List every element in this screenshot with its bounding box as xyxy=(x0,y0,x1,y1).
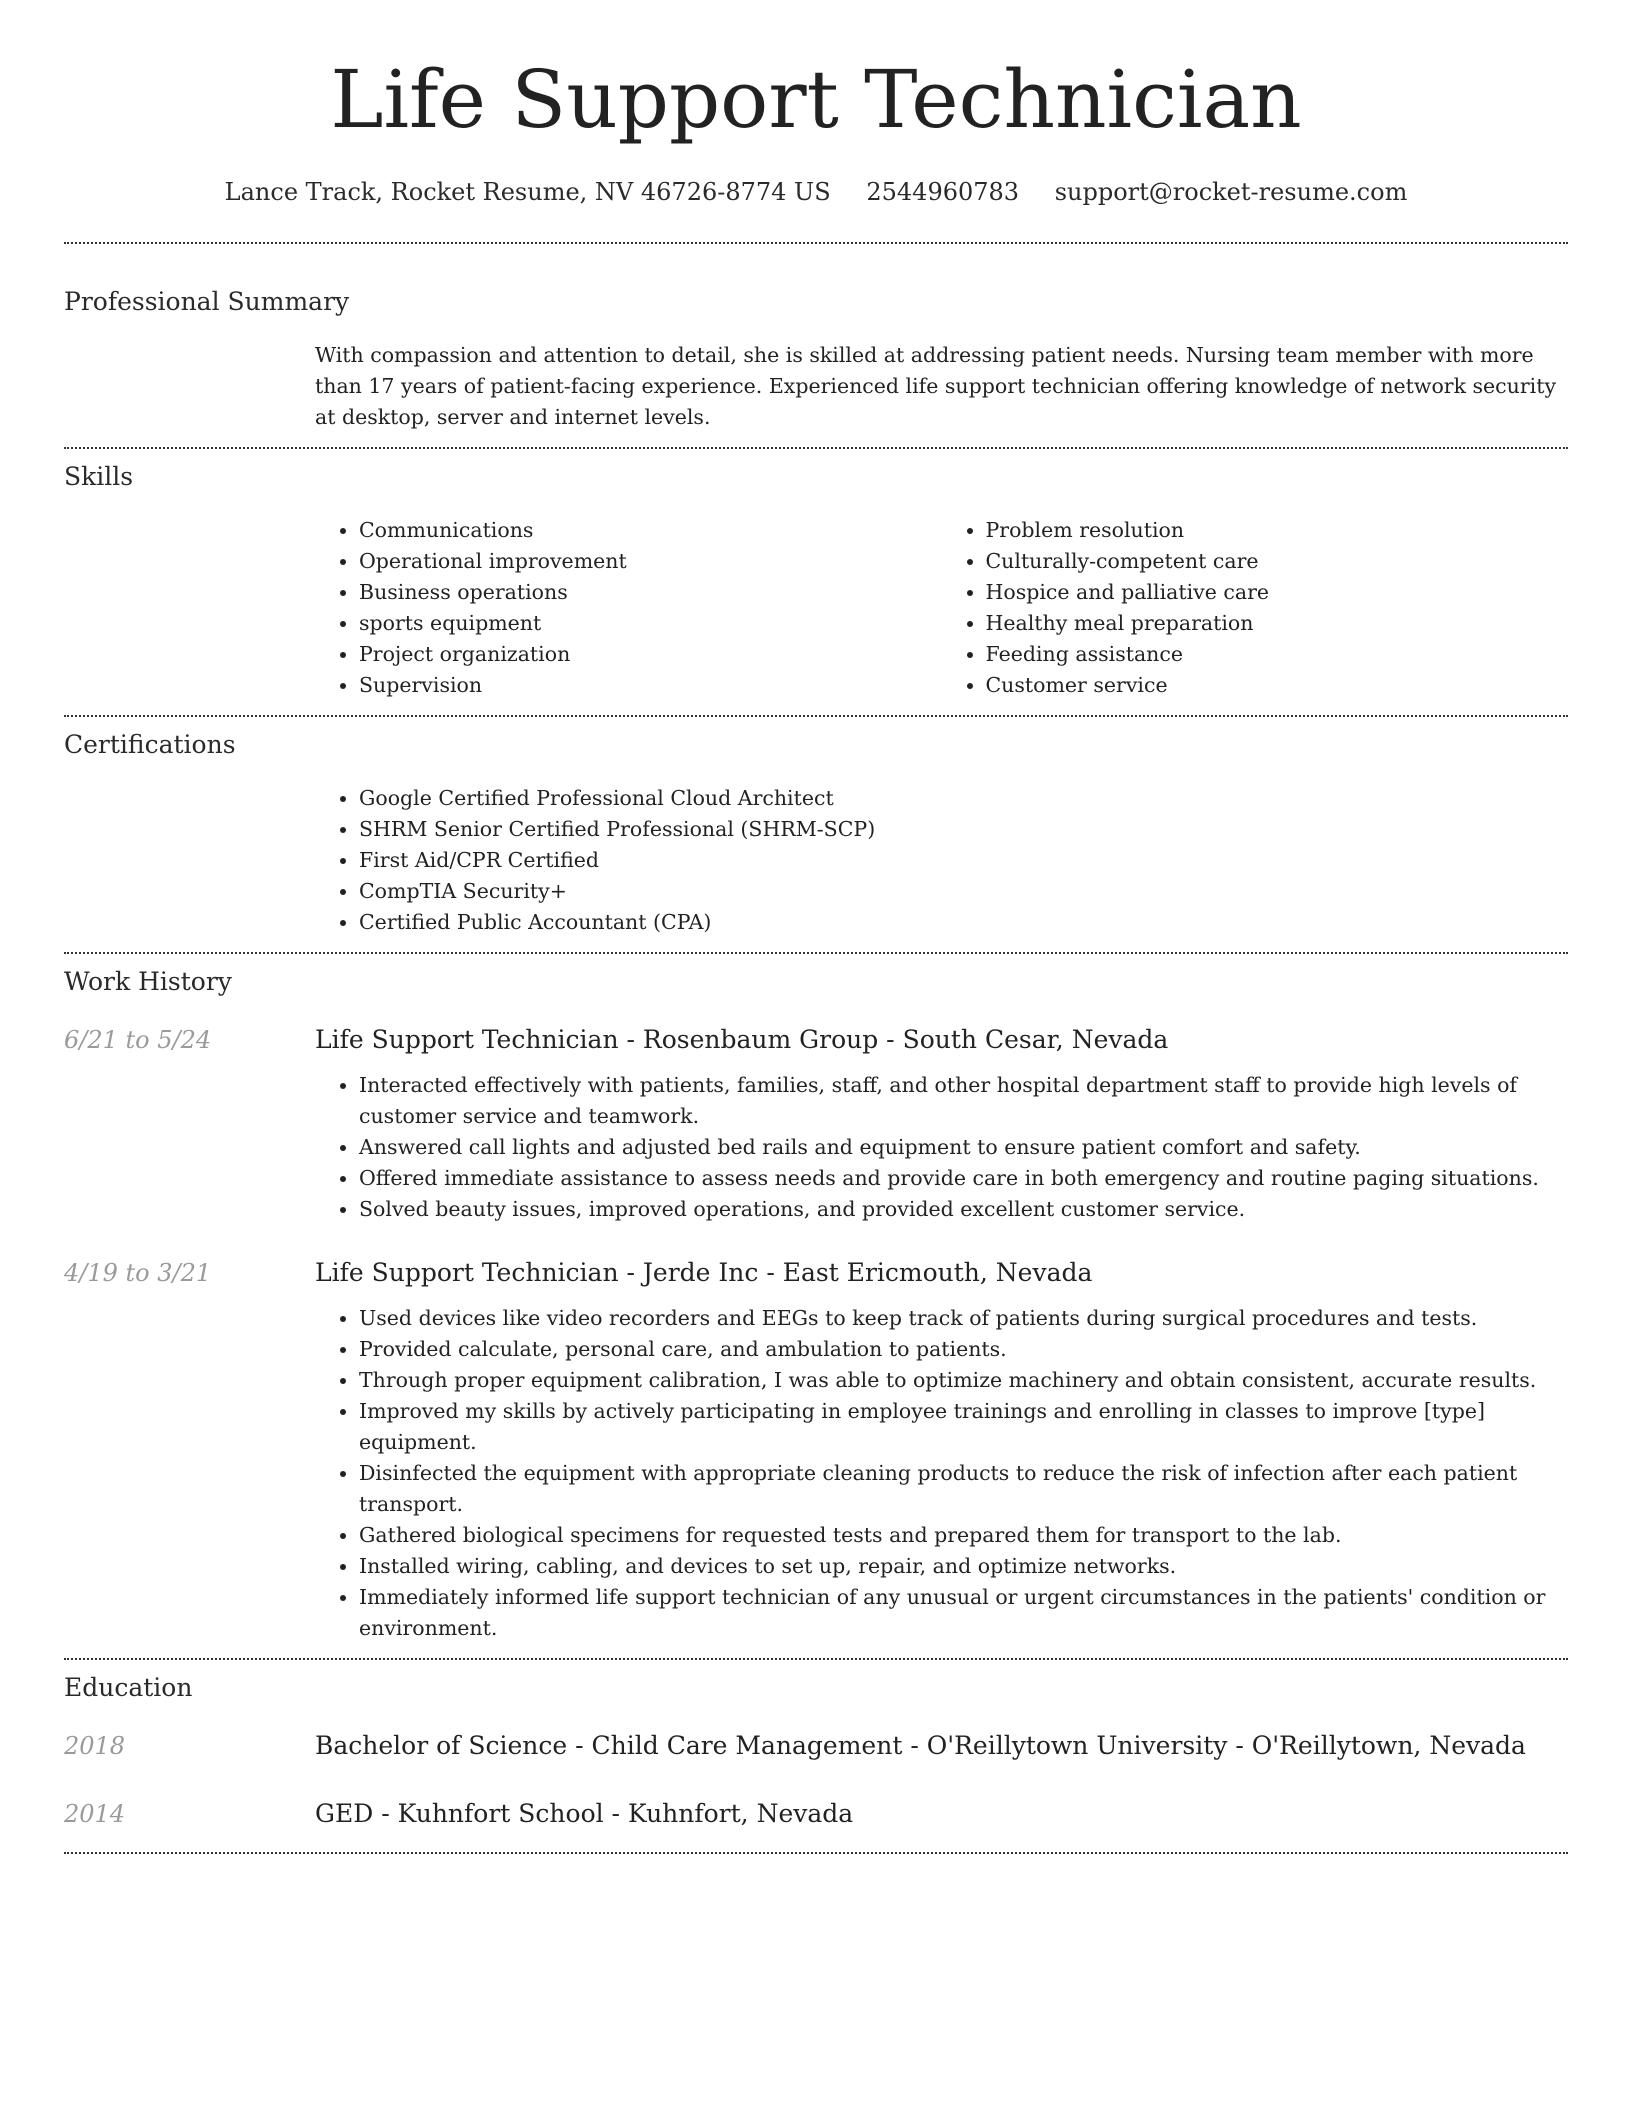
certification-item: • Certified Public Accountant (CPA) xyxy=(359,907,1568,938)
skill-item: • Business operations xyxy=(359,577,942,608)
section-title-certifications: Certifications xyxy=(64,730,236,759)
certification-item: • SHRM Senior Certified Professional (SHRM-SCP) xyxy=(359,814,1568,845)
education-heading: GED - Kuhnfort School - Kuhnfort, Nevada xyxy=(315,1799,854,1828)
resume-page xyxy=(64,0,1568,1854)
skill-item: • sports equipment xyxy=(359,608,942,639)
job-entry xyxy=(64,1024,1568,1225)
education-section xyxy=(64,1660,1568,1830)
job-bullet: • Gathered biological specimens for requested tests and prepared them for transport to the lab. xyxy=(359,1520,1568,1551)
education-year: 2018 xyxy=(64,1732,126,1760)
job-bullet: • Used devices like video recorders and EEGs to keep track of patients during surgical procedures and tests. xyxy=(359,1303,1568,1334)
certifications-list xyxy=(315,783,1568,938)
job-entry xyxy=(64,1257,1568,1644)
skill-item: • Feeding assistance xyxy=(986,639,1569,670)
job-heading: Life Support Technician - Rosenbaum Group - South Cesar, Nevada xyxy=(315,1025,1169,1054)
work-history-section xyxy=(64,954,1568,1644)
job-bullet: • Installed wiring, cabling, and devices to set up, repair, and optimize networks. xyxy=(359,1551,1568,1582)
skill-item: • Project organization xyxy=(359,639,942,670)
certification-item: • Google Certified Professional Cloud Architect xyxy=(359,783,1568,814)
job-heading: Life Support Technician - Jerde Inc - East Ericmouth, Nevada xyxy=(315,1258,1093,1287)
job-bullets xyxy=(315,1303,1568,1644)
job-bullet: • Immediately informed life support technician of any unusual or urgent circumstances in the patients' condition or environment. xyxy=(359,1582,1568,1644)
job-bullet: • Through proper equipment calibration, I was able to optimize machinery and obtain consistent, accurate results. xyxy=(359,1365,1568,1396)
education-heading: Bachelor of Science - Child Care Management - O'Reillytown University - O'Reillytown, Nevada xyxy=(315,1731,1526,1760)
job-bullet: • Improved my skills by actively participating in employee trainings and enrolling in classes to improve [type] equipment. xyxy=(359,1396,1568,1458)
job-bullet: • Solved beauty issues, improved operations, and provided excellent customer service. xyxy=(359,1194,1568,1225)
job-bullets xyxy=(315,1070,1568,1225)
education-year: 2014 xyxy=(64,1800,126,1828)
education-entry xyxy=(64,1798,1568,1830)
certifications-section xyxy=(64,717,1568,938)
resume-name: Life Support Technician xyxy=(330,53,1302,146)
contact-line xyxy=(64,176,1568,208)
skill-item: • Hospice and palliative care xyxy=(986,577,1569,608)
job-bullet: • Offered immediate assistance to assess needs and provide care in both emergency and routine paging situations. xyxy=(359,1163,1568,1194)
skill-item: • Problem resolution xyxy=(986,515,1569,546)
skills-list xyxy=(315,515,1568,701)
skill-item: • Healthy meal preparation xyxy=(986,608,1569,639)
job-dates: 6/21 to 5/24 xyxy=(64,1026,212,1054)
contact-phone: 2544960783 xyxy=(866,178,1020,206)
skills-column-left xyxy=(315,515,942,701)
skill-item: • Operational improvement xyxy=(359,546,942,577)
section-title-work-history: Work History xyxy=(64,967,232,996)
summary-section xyxy=(64,244,1568,433)
summary-text: With compassion and attention to detail, she is skilled at addressing patient needs. Nursing team member with more than 17 years of patient-facing experience. Experienced life support technician offering knowledge of network security at desktop, server and internet levels. xyxy=(315,343,1557,429)
divider xyxy=(64,1852,1568,1854)
skill-item: • Culturally-competent care xyxy=(986,546,1569,577)
section-title-education: Education xyxy=(64,1673,193,1702)
contact-address: Lance Track, Rocket Resume, NV 46726-8774 US xyxy=(224,178,831,206)
section-title-summary: Professional Summary xyxy=(64,287,350,316)
section-title-skills: Skills xyxy=(64,462,134,491)
job-dates: 4/19 to 3/21 xyxy=(64,1259,212,1287)
skills-column-right xyxy=(942,515,1569,701)
skill-item: • Supervision xyxy=(359,670,942,701)
certification-item: • CompTIA Security+ xyxy=(359,876,1568,907)
job-bullet: • Answered call lights and adjusted bed rails and equipment to ensure patient comfort and safety. xyxy=(359,1132,1568,1163)
job-bullet: • Interacted effectively with patients, families, staff, and other hospital department staff to provide high levels of customer service and teamwork. xyxy=(359,1070,1568,1132)
skill-item: • Communications xyxy=(359,515,942,546)
job-bullet: • Provided calculate, personal care, and ambulation to patients. xyxy=(359,1334,1568,1365)
skills-section xyxy=(64,449,1568,701)
education-entry xyxy=(64,1730,1568,1762)
contact-email: support@rocket-resume.com xyxy=(1054,178,1408,206)
job-bullet: • Disinfected the equipment with appropriate cleaning products to reduce the risk of infection after each patient transport. xyxy=(359,1458,1568,1520)
skill-item: • Customer service xyxy=(986,670,1569,701)
certification-item: • First Aid/CPR Certified xyxy=(359,845,1568,876)
